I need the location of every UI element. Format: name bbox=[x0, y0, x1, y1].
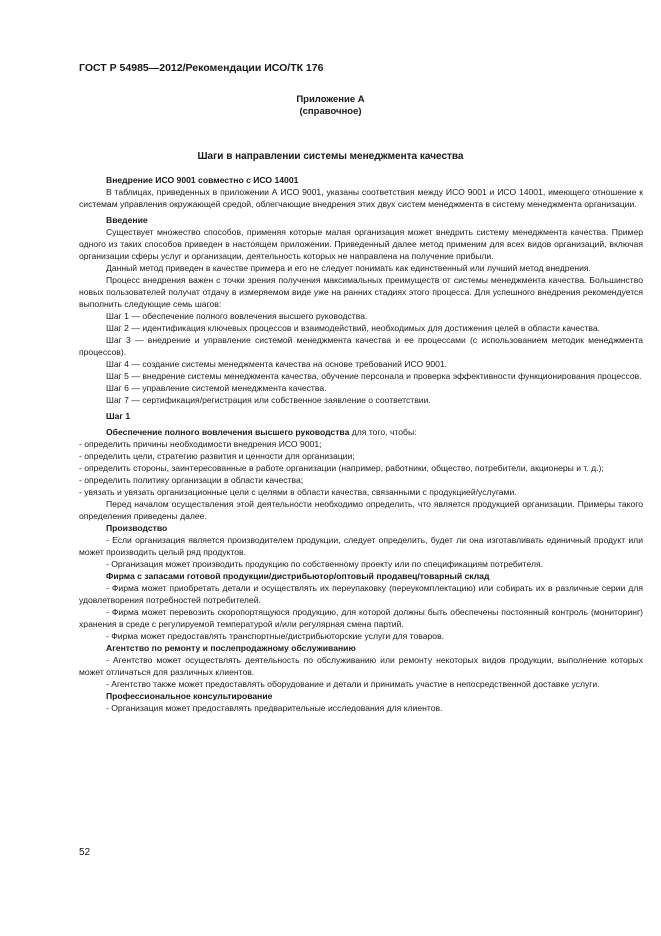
step-line: Шаг 1 — обеспечение полного вовлечения высшего руководства. bbox=[106, 311, 368, 321]
list-item: - определить причины необходимости внедрения ИСО 9001; bbox=[79, 439, 322, 449]
page-number: 52 bbox=[79, 847, 91, 858]
appendix-note: (справочное) bbox=[299, 106, 362, 117]
section-heading: Фирма с запасами готовой продукции/дистрибьютор/оптовый продавец/товарный склад bbox=[106, 571, 490, 581]
paragraph: - Фирма может предоставлять транспортные/дистрибьюторские услуги для товаров. bbox=[106, 631, 445, 641]
paragraph: - Организация может предоставлять предварительные исследования для клиентов. bbox=[106, 703, 443, 713]
list-item: - определить цели, стратегию развития и ценности для организации; bbox=[79, 451, 355, 461]
paragraph: Процесс внедрения важен с точки зрения получения максимальных преимуществ от системы менеджмента качества. Большинство новых пользователей получат отдачу в измеряемом виде уже на ранних стадиях этого процесса. Для успешного внедрения рекомендуется выполнить следующие семь шагов: bbox=[79, 275, 643, 309]
paragraph: Перед началом осуществления этой деятельности необходимо определить, что является продукцией организации. Примеры такого определения приведены далее. bbox=[79, 499, 643, 521]
paragraph: - Агентство может осуществлять деятельность по обслуживанию или ремонту некоторых видов продукции, выполнение которых может отличаться для различных клиентов. bbox=[79, 655, 643, 677]
section-heading: Производство bbox=[106, 523, 168, 533]
section-heading: Введение bbox=[106, 215, 148, 225]
step-line: Шаг 2 — идентификация ключевых процессов и взаимодействий, необходимых для достижения целей в области качества. bbox=[106, 323, 601, 333]
section-heading: Профессиональное консультирование bbox=[106, 691, 273, 701]
paragraph: Существует множество способов, применяя которые малая организация может внедрить систему менеджмента качества. Пример одного из таких способов приведен в настоящем приложении. Приведенный далее метод применим для всех видов организаций, включая организации сферы услуг и организации, деятельность которых не направлена на получение прибыли. bbox=[79, 227, 643, 261]
lead-continuation: для того, чтобы: bbox=[349, 427, 417, 437]
appendix-title: Шаги в направлении системы менеджмента качества bbox=[197, 151, 464, 162]
list-item: - определить политику организации в области качества; bbox=[79, 475, 304, 485]
bold-lead: Обеспечение полного вовлечения высшего руководства bbox=[106, 427, 350, 437]
list-item: - увязать и увязать организационные цели с целями в области качества, связанными с продукцией/услугами. bbox=[79, 487, 517, 497]
paragraph: - Если организация является производителем продукции, следует определить, будет ли она изготавливать единичный продукт или может производить целый ряд продуктов. bbox=[79, 535, 643, 557]
paragraph-with-bold-lead bbox=[79, 426, 643, 438]
paragraph: - Организация может производить продукцию по собственному проекту или по спецификациям потребителя. bbox=[106, 559, 544, 569]
paragraph: - Агентство также может предоставлять оборудование и детали и принимать участие в непосредственной доставке услуги. bbox=[106, 679, 600, 689]
appendix-label: Приложение А bbox=[296, 94, 365, 105]
step-line: Шаг 4 — создание системы менеджмента качества на основе требований ИСО 9001. bbox=[106, 359, 448, 369]
paragraph: - Фирма может перевозить скоропортящуюся продукцию, для которой должны быть обеспечены постоянный контроль (мониторинг) хранения в среде с регулируемой температурой и/или регулярная смена партий. bbox=[79, 607, 643, 629]
section-heading: Агентство по ремонту и послепродажному обслуживанию bbox=[106, 643, 356, 653]
step-line: Шаг 3 — внедрение и управление системой менеджмента качества и ее процессами (с использованием методик менеджмента процессов). bbox=[79, 335, 643, 357]
list-item: - определить стороны, заинтересованные в работе организации (например, работники, общество, потребители, акционеры и т. д.); bbox=[79, 463, 604, 473]
section-heading: Шаг 1 bbox=[106, 411, 131, 421]
step-line: Шаг 5 — внедрение системы менеджмента качества, обучение персонала и проверка эффективности функционирования процессов. bbox=[106, 371, 642, 381]
paragraph: Данный метод приведен в качестве примера и его не следует понимать как единственный или лучший метод внедрения. bbox=[106, 263, 591, 273]
paragraph: - Фирма может приобретать детали и осуществлять их переупаковку (переукомплектацию) или собирать их в различные серии для удовлетворения потребностей потребителей. bbox=[79, 583, 643, 605]
step-line: Шаг 6 — управление системой менеджмента качества. bbox=[106, 383, 327, 393]
step-line: Шаг 7 — сертификация/регистрация или собственное заявление о соответствии. bbox=[106, 395, 431, 405]
appendix-body bbox=[79, 174, 643, 714]
document-header: ГОСТ Р 54985—2012/Рекомендации ИСО/ТК 176 bbox=[79, 62, 324, 74]
paragraph: В таблицах, приведенных в приложении А ИСО 9001, указаны соответствия между ИСО 9001 и ИСО 14001, имеющего отношение к системам управления окружающей средой, облегчающие внедрения этих двух систем менеджмента в систему менеджмента организации. bbox=[79, 187, 643, 209]
section-heading: Внедрение ИСО 9001 совместно с ИСО 14001 bbox=[106, 175, 299, 185]
